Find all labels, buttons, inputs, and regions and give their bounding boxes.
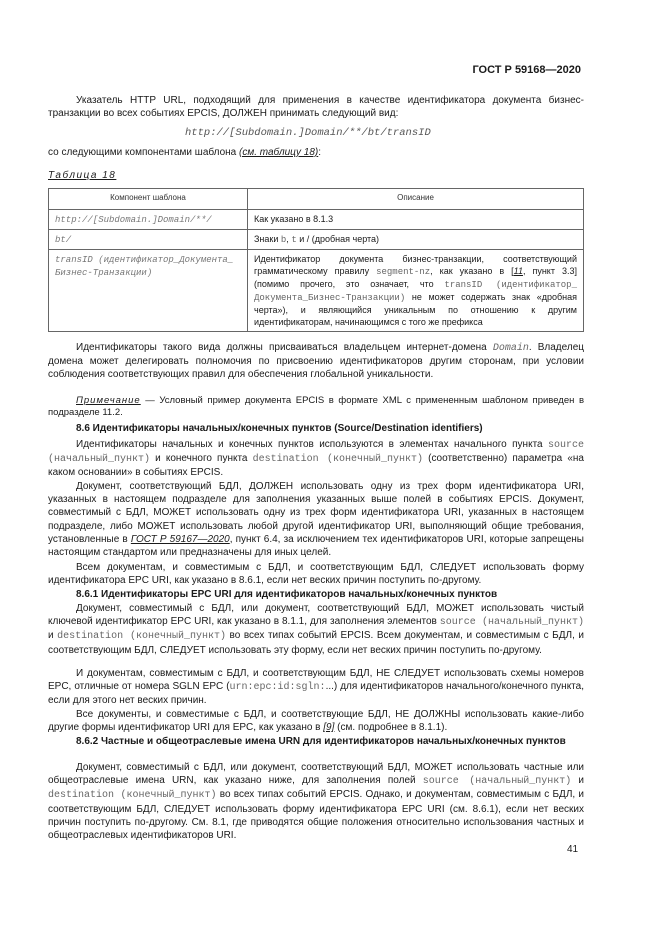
paragraph-uri-forms: Документ, соответствующий БДЛ, ДОЛЖЕН использовать одну из трех форм идентификатора URI, указанных в настоящем подразделе для заполнения указанных выше полей в событиях EPCIS. Документ, совместимый с БДЛ, МОЖЕТ использовать одну из трех форм идентификатора URI, указанных в настоящем подразделе, либо МОЖЕТ использовать любой другой идентификатор URI, выполняющий общие требования, установленные в ГОСТ Р 59167—2020, пункт 6.4, за исключением тех идентификаторов URI, которые запрещены настоящим стандартом или предназначены для иных целей. [48, 481, 584, 559]
gost-59167-link[interactable]: ГОСТ Р 59167—2020 [130, 533, 230, 545]
paragraph-sgln: И документам, совместимым с БДЛ, и соответствующим БДЛ, НЕ СЛЕДУЕТ использовать схемы номеров EPC, отличные от номера SGLN EPC (urn:epc:id:sgln:...) для идентификаторов начального/конечного пункта, если для этого нет веских причин. [48, 668, 584, 707]
table-header-component: Компонент шаблона [49, 189, 248, 210]
table-header-row [49, 189, 584, 210]
table-cell-description: Знаки b, t и / (дробная черта) [248, 230, 584, 250]
reference-9-link[interactable]: [9] [323, 722, 335, 734]
section-8-6-2-heading: 8.6.2 Частные и общеотраслевые имена URN для идентификаторов начальных/конечных пунктов [76, 736, 566, 747]
table-row [49, 250, 584, 332]
table-cell-description: Как указано в 8.1.3 [248, 210, 584, 230]
table-cell-description: Идентификатор документа бизнес-транзакции, соответствующий грамматическому правилу segment-nz, как указано в [11, пункт 3.3] (помимо прочего, это означает, что transID (идентификатор_ Документа_Бизнес-Транзакции) не может содержать знак «дробная черта»), и являющийся уникальным по отношению к другим идентификаторам, начинающимся с того же префикса [248, 250, 584, 332]
table-row [49, 230, 584, 250]
table-cell-component: transID (идентификатор_Документа_ Бизнес-Транзакции) [49, 250, 248, 332]
table-cell-component: http://[Subdomain.]Domain/**/ [49, 210, 248, 230]
section-8-6-1-heading: 8.6.1 Идентификаторы EPC URI для идентификаторов начальных/конечных пунктов [76, 589, 498, 600]
table-18-link[interactable]: (см. таблицу 18) [239, 147, 319, 158]
paragraph-epc-uri-recommendation: Всем документам, и совместимым с БДЛ, и соответствующим БДЛ, СЛЕДУЕТ использовать форму идентификатора EPC URI, как указано в 8.6.1, если нет веских причин поступить по-другому. [48, 562, 584, 587]
paragraph-http-url: Указатель HTTP URL, подходящий для применения в качестве идентификатора документа бизнес-транзакции во всех событиях EPCIS, ДОЛЖЕН принимать следующий вид: [48, 95, 584, 120]
reference-11-link[interactable]: 11 [513, 266, 523, 276]
paragraph-source-destination: Идентификаторы начальных и конечных пунктов используются в элементах начального пункта source (начальный_пункт) и конечного пункта destination (конечный_пункт) (соответственно) параметра «на каком основании» в событиях EPCIS. [48, 439, 584, 479]
note-label: Примечание [76, 394, 141, 406]
table-caption: Таблица 18 [48, 170, 117, 181]
url-template: http://[Subdomain.]Domain/**/bt/transID [185, 127, 431, 139]
standard-header: ГОСТ Р 59168—2020 [472, 64, 581, 76]
section-8-6-heading: 8.6 Идентификаторы начальных/конечных пунктов (Source/Destination identifiers) [76, 423, 483, 434]
paragraph-domain-owner: Идентификаторы такого вида должны присваиваться владельцем интернет-домена Domain. Владелец домена может делегировать полномочия по присвоению идентификаторов другим сторонам, при условии соблюдения соответствующих правил для обеспечения глобальной уникальности. [48, 342, 584, 381]
paragraph-private-urn: Документ, совместимый с БДЛ, или документ, соответствующий БДЛ, МОЖЕТ использовать частные или общеотраслевые имена URN, как указано ниже, для заполнения полей source (начальный_пункт) и destination (конечный_пункт) во всех типах событий EPCIS. Однако, и документам, совместимым с БДЛ, и соответствующим БДЛ, СЛЕДУЕТ использовать форму идентификатора EPC URI (см. 8.6.1), если нет веских причин поступить по-другому. См. 8.1, где приводятся общие положения относительно использования частных и общеотраслевых идентификаторов URI. [48, 762, 584, 842]
note: Примечание — Условный пример документа EPCIS в формате XML с примененным шаблоном приведен в подразделе 11.2. [48, 394, 584, 418]
paragraph-other-forms: Все документы, и совместимые с БДЛ, и соответствующие БДЛ, НЕ ДОЛЖНЫ использовать какие-либо другие формы идентификатор URI для EPC, как указано в [9] (см. подробнее в 8.1.1). [48, 709, 584, 734]
table-cell-component: bt/ [49, 230, 248, 250]
paragraph-epc-uri-usage: Документ, совместимый с БДЛ, или документ, соответствующий БДЛ, МОЖЕТ использовать чистый ключевой идентификатор EPC URI, как указано в 8.1.1, для заполнения элементов source (начальный_пункт) и destination (конечный_пункт) во всех типах событий EPCIS. Всем документам, и совместимым с БДЛ, и соответствующим БДЛ, СЛЕДУЕТ использовать эту форму, если нет веских причин поступить по-другому. [48, 603, 584, 656]
table-row [49, 210, 584, 230]
paragraph-components: со следующими компонентами шаблона (см. таблицу 18): [48, 147, 322, 158]
table-header-description: Описание [248, 189, 584, 210]
page-number: 41 [567, 844, 579, 855]
table-18 [48, 188, 584, 332]
